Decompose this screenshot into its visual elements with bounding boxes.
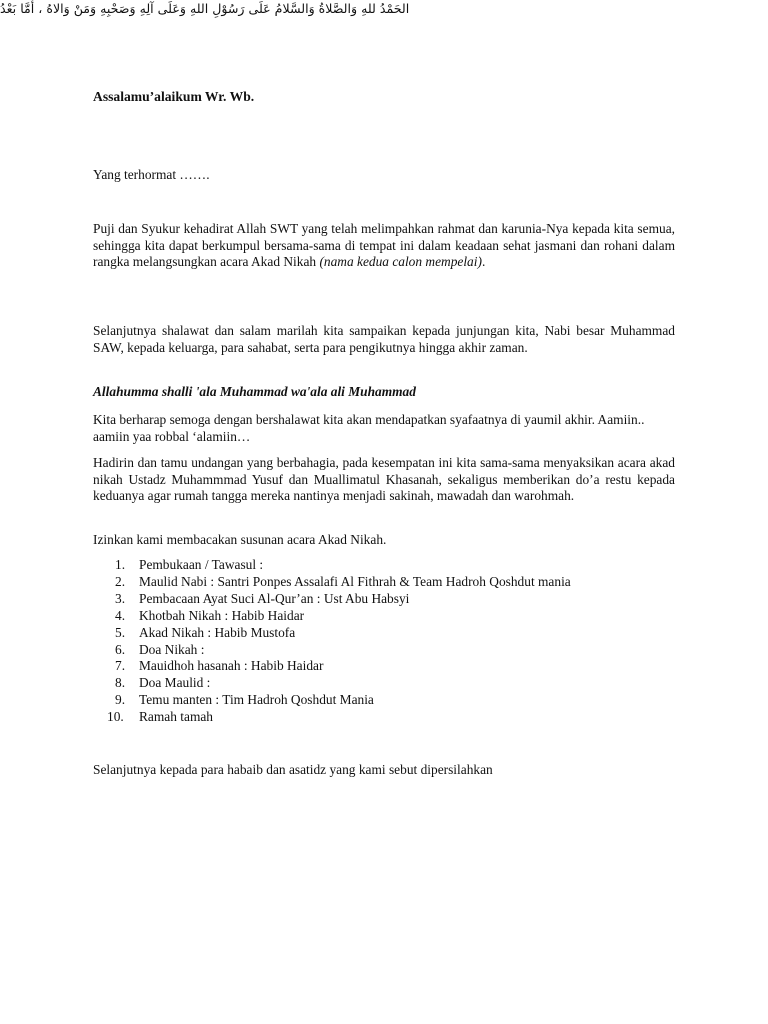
- closing-line: Selanjutnya kepada para habaib dan asatidz yang kami sebut dipersilahkan: [93, 762, 493, 777]
- paragraph-praise-italic: (nama kedua calon mempelai): [319, 254, 482, 269]
- agenda-item: [93, 574, 675, 591]
- paragraph-hope: Kita berharap semoga dengan bershalawat kita akan mendapatkan syafaatnya di yaumil akhir. Aamiin.. aamiin yaa robbal ‘alamiin…: [93, 412, 645, 444]
- honorific-line: Yang terhormat …….: [93, 167, 210, 182]
- agenda-item-number: 7.: [115, 658, 126, 674]
- agenda-item-text: Maulid Nabi : Santri Ponpes Assalafi Al Fithrah & Team Hadroh Qoshdut mania: [139, 573, 571, 589]
- agenda-item-text: Akad Nikah : Habib Mustofa: [139, 624, 296, 640]
- paragraph-praise-end: .: [481, 254, 486, 269]
- paragraph-praise: [93, 221, 675, 271]
- agenda-item-text: Pembacaan Ayat Suci Al-Qur’an : Ust Abu Habsyi: [139, 590, 410, 606]
- agenda-item-text: Ramah tamah: [139, 709, 213, 725]
- paragraph-shalawat-intro: Selanjutnya shalawat dan salam marilah kita sampaikan kepada junjungan kita, Nabi besar Muhammad SAW, kepada keluarga, para sahabat, serta para pengikutnya hingga akhir zaman.: [93, 323, 675, 355]
- agenda-item: [93, 692, 675, 709]
- paragraph-praise-text: Puji dan Syukur kehadirat Allah SWT yang telah melimpahkan rahmat dan karunia-Nya kepada kita semua, sehingga kita dapat berkumpul bersama-sama di tempat ini dalam keadaan sehat jasmani dan rohani dalam rangka melangsungkan acara Akad Nikah: [93, 221, 675, 269]
- agenda-item-text: Pembukaan / Tawasul :: [139, 557, 264, 572]
- agenda-item-text: Doa Nikah :: [139, 641, 205, 657]
- agenda-list: [93, 557, 675, 726]
- agenda-item: [93, 709, 675, 726]
- paragraph-agenda-intro: Izinkan kami membacakan susunan acara Akad Nikah.: [93, 532, 387, 547]
- agenda-item-text: Doa Maulid :: [139, 675, 211, 691]
- agenda-item-number: 8.: [115, 675, 126, 691]
- agenda-item-number: 2.: [115, 573, 126, 589]
- agenda-item: [93, 642, 675, 659]
- agenda-item-number: 4.: [115, 607, 126, 623]
- paragraph-guests: Hadirin dan tamu undangan yang berbahagia, pada kesempatan ini kita sama-sama menyaksikan acara akad nikah Ustadz Muhammmad Yusuf dan Muallimatul Khasanah, sekaligus memberikan do’a restu kepada keduanya agar rumah tangga mereka nantinya menjadi sakinah, mawadah dan warohmah.: [93, 455, 675, 503]
- greeting-heading: Assalamu’alaikum Wr. Wb.: [93, 89, 255, 104]
- agenda-item: [93, 625, 675, 642]
- agenda-item-number: 9.: [115, 692, 126, 708]
- agenda-item-text: Temu manten : Tim Hadroh Qoshdut Mania: [139, 692, 374, 708]
- agenda-item-number: 10.: [107, 709, 124, 725]
- agenda-item-text: Mauidhoh hasanah : Habib Haidar: [139, 658, 324, 674]
- agenda-item: [93, 658, 675, 675]
- agenda-item-number: 6.: [115, 641, 126, 657]
- agenda-item: [93, 608, 675, 625]
- agenda-item-number: 1.: [115, 557, 126, 572]
- agenda-item: [93, 675, 675, 692]
- agenda-item-number: 3.: [115, 590, 126, 606]
- agenda-item-number: 5.: [115, 624, 126, 640]
- agenda-item-text: Khotbah Nikah : Habib Haidar: [139, 607, 305, 623]
- shalawat-line: Allahumma shalli 'ala Muhammad wa'ala ali Muhammad: [93, 384, 416, 399]
- agenda-item: [93, 591, 675, 608]
- agenda-item: [93, 557, 675, 574]
- arabic-opening: الحَمْدُ للهِ وَالصَّلاةُ وَالسَّلامُ عَلَى رَسُوْلِ اللهِ وَعَلَى آلِهِ وَصَحْبِهِ وَمَنْ وَالاهُ ، أَمَّا بَعْدُ: [0, 1, 410, 16]
